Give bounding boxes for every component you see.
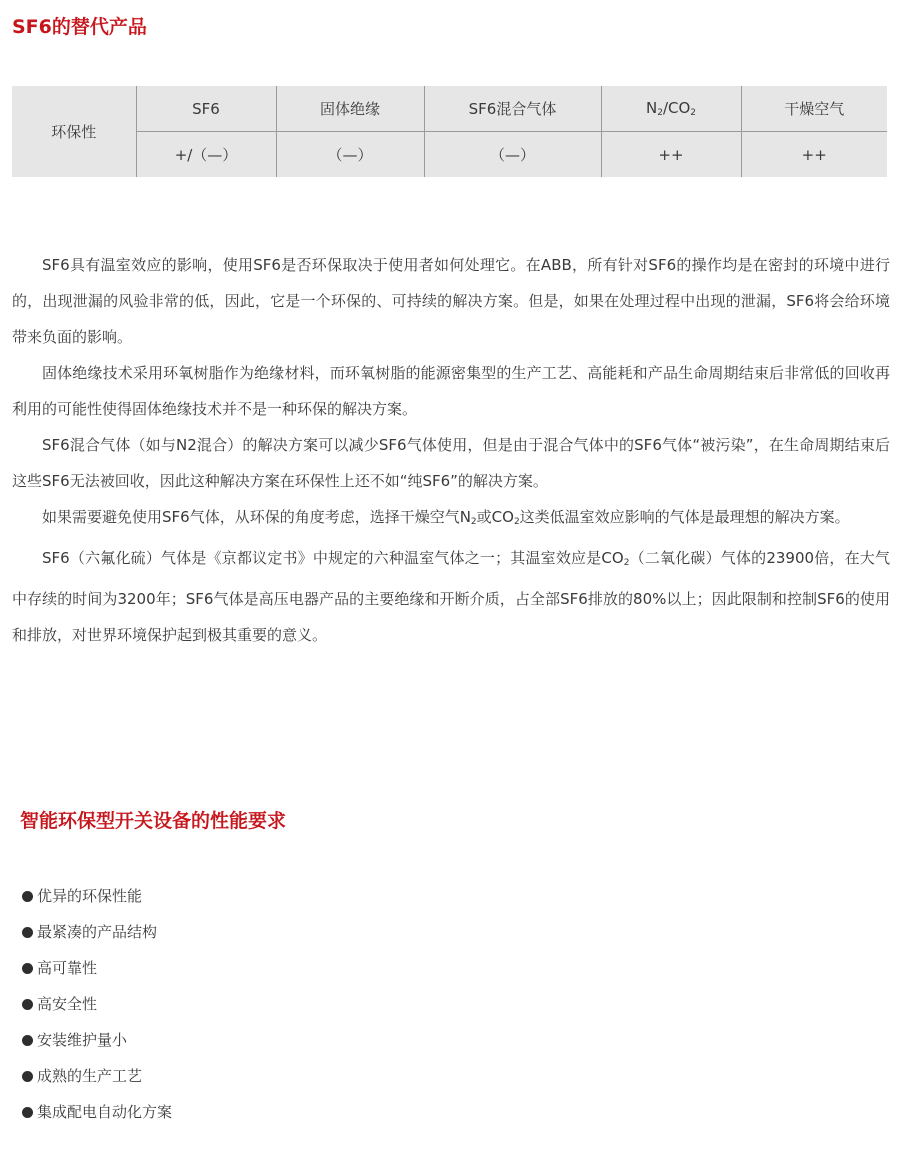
paragraph: SF6（六氟化硫）气体是《京都议定书》中规定的六种温室气体之一；其温室效应是$CO_2$（二氧化碳）气体的23900倍，在大气中存续的时间为3200年；SF6气体是高压电器产品的主要绝缘和开断介质，占全部SF6排放的80%以上；因此限制和控制SF6的使用和排放，对世界环境保护起到极其重要的意义。 bbox=[12, 549, 890, 644]
paragraph: SF6混合气体（如与N2混合）的解决方案可以减少SF6气体使用，但是由于混合气体中的SF6气体“被污染”，在生命周期结束后这些SF6无法被回收，因此这种解决方案在环保性上还不如“纯SF6”的解决方案。 bbox=[12, 436, 890, 490]
list-item: 高可靠性 bbox=[22, 950, 172, 986]
table-col-header-dry-air: 干燥空气 bbox=[741, 86, 887, 132]
body-text bbox=[12, 247, 890, 653]
list-item: 成熟的生产工艺 bbox=[22, 1058, 172, 1094]
bullet-icon bbox=[22, 1035, 33, 1046]
bullet-icon bbox=[22, 927, 33, 938]
bullet-icon bbox=[22, 1107, 33, 1118]
table-cell: ++ bbox=[741, 132, 887, 178]
list-item: 最紧凑的产品结构 bbox=[22, 914, 172, 950]
comparison-table bbox=[12, 86, 887, 177]
bullet-icon bbox=[22, 891, 33, 902]
table-cell: （—） bbox=[276, 132, 424, 178]
table-col-header-solid: 固体绝缘 bbox=[276, 86, 424, 132]
list-item: 安装维护量小 bbox=[22, 1022, 172, 1058]
list-item: 高安全性 bbox=[22, 986, 172, 1022]
list-item: 集成配电自动化方案 bbox=[22, 1094, 172, 1130]
table-col-header-mixed: SF6混合气体 bbox=[424, 86, 601, 132]
paragraph: 固体绝缘技术采用环氧树脂作为绝缘材料，而环氧树脂的能源密集型的生产工艺、高能耗和产品生命周期结束后非常低的回收再利用的可能性使得固体绝缘技术并不是一种环保的解决方案。 bbox=[12, 364, 890, 418]
feature-list bbox=[22, 878, 172, 1130]
bullet-icon bbox=[22, 1071, 33, 1082]
list-item: 优异的环保性能 bbox=[22, 878, 172, 914]
table-col-header-sf6: SF6 bbox=[136, 86, 276, 132]
paragraph: SF6具有温室效应的影响，使用SF6是否环保取决于使用者如何处理它。在ABB，所有针对SF6的操作均是在密封的环境中进行的，出现泄漏的风验非常的低，因此，它是一个环保的、可持续的解决方案。但是，如果在处理过程中出现的泄漏，SF6将会给环境带来负面的影响。 bbox=[12, 256, 890, 346]
table-row-header: 环保性 bbox=[12, 86, 136, 177]
section-title-requirements: 智能环保型开关设备的性能要求 bbox=[20, 810, 287, 832]
table-cell: +/（—） bbox=[136, 132, 276, 178]
table-col-header-n2-co2: $N_2/CO_2$ bbox=[601, 86, 741, 132]
bullet-icon bbox=[22, 963, 33, 974]
table-cell: ++ bbox=[601, 132, 741, 178]
paragraph: 如果需要避免使用SF6气体，从环保的角度考虑，选择干燥空气$N_2$或$CO_2$这类低温室效应影响的气体是最理想的解决方案。 bbox=[42, 508, 850, 527]
table-cell: （—） bbox=[424, 132, 601, 178]
section-title-sf6-alternatives: SF6的替代产品 bbox=[12, 16, 147, 38]
bullet-icon bbox=[22, 999, 33, 1010]
